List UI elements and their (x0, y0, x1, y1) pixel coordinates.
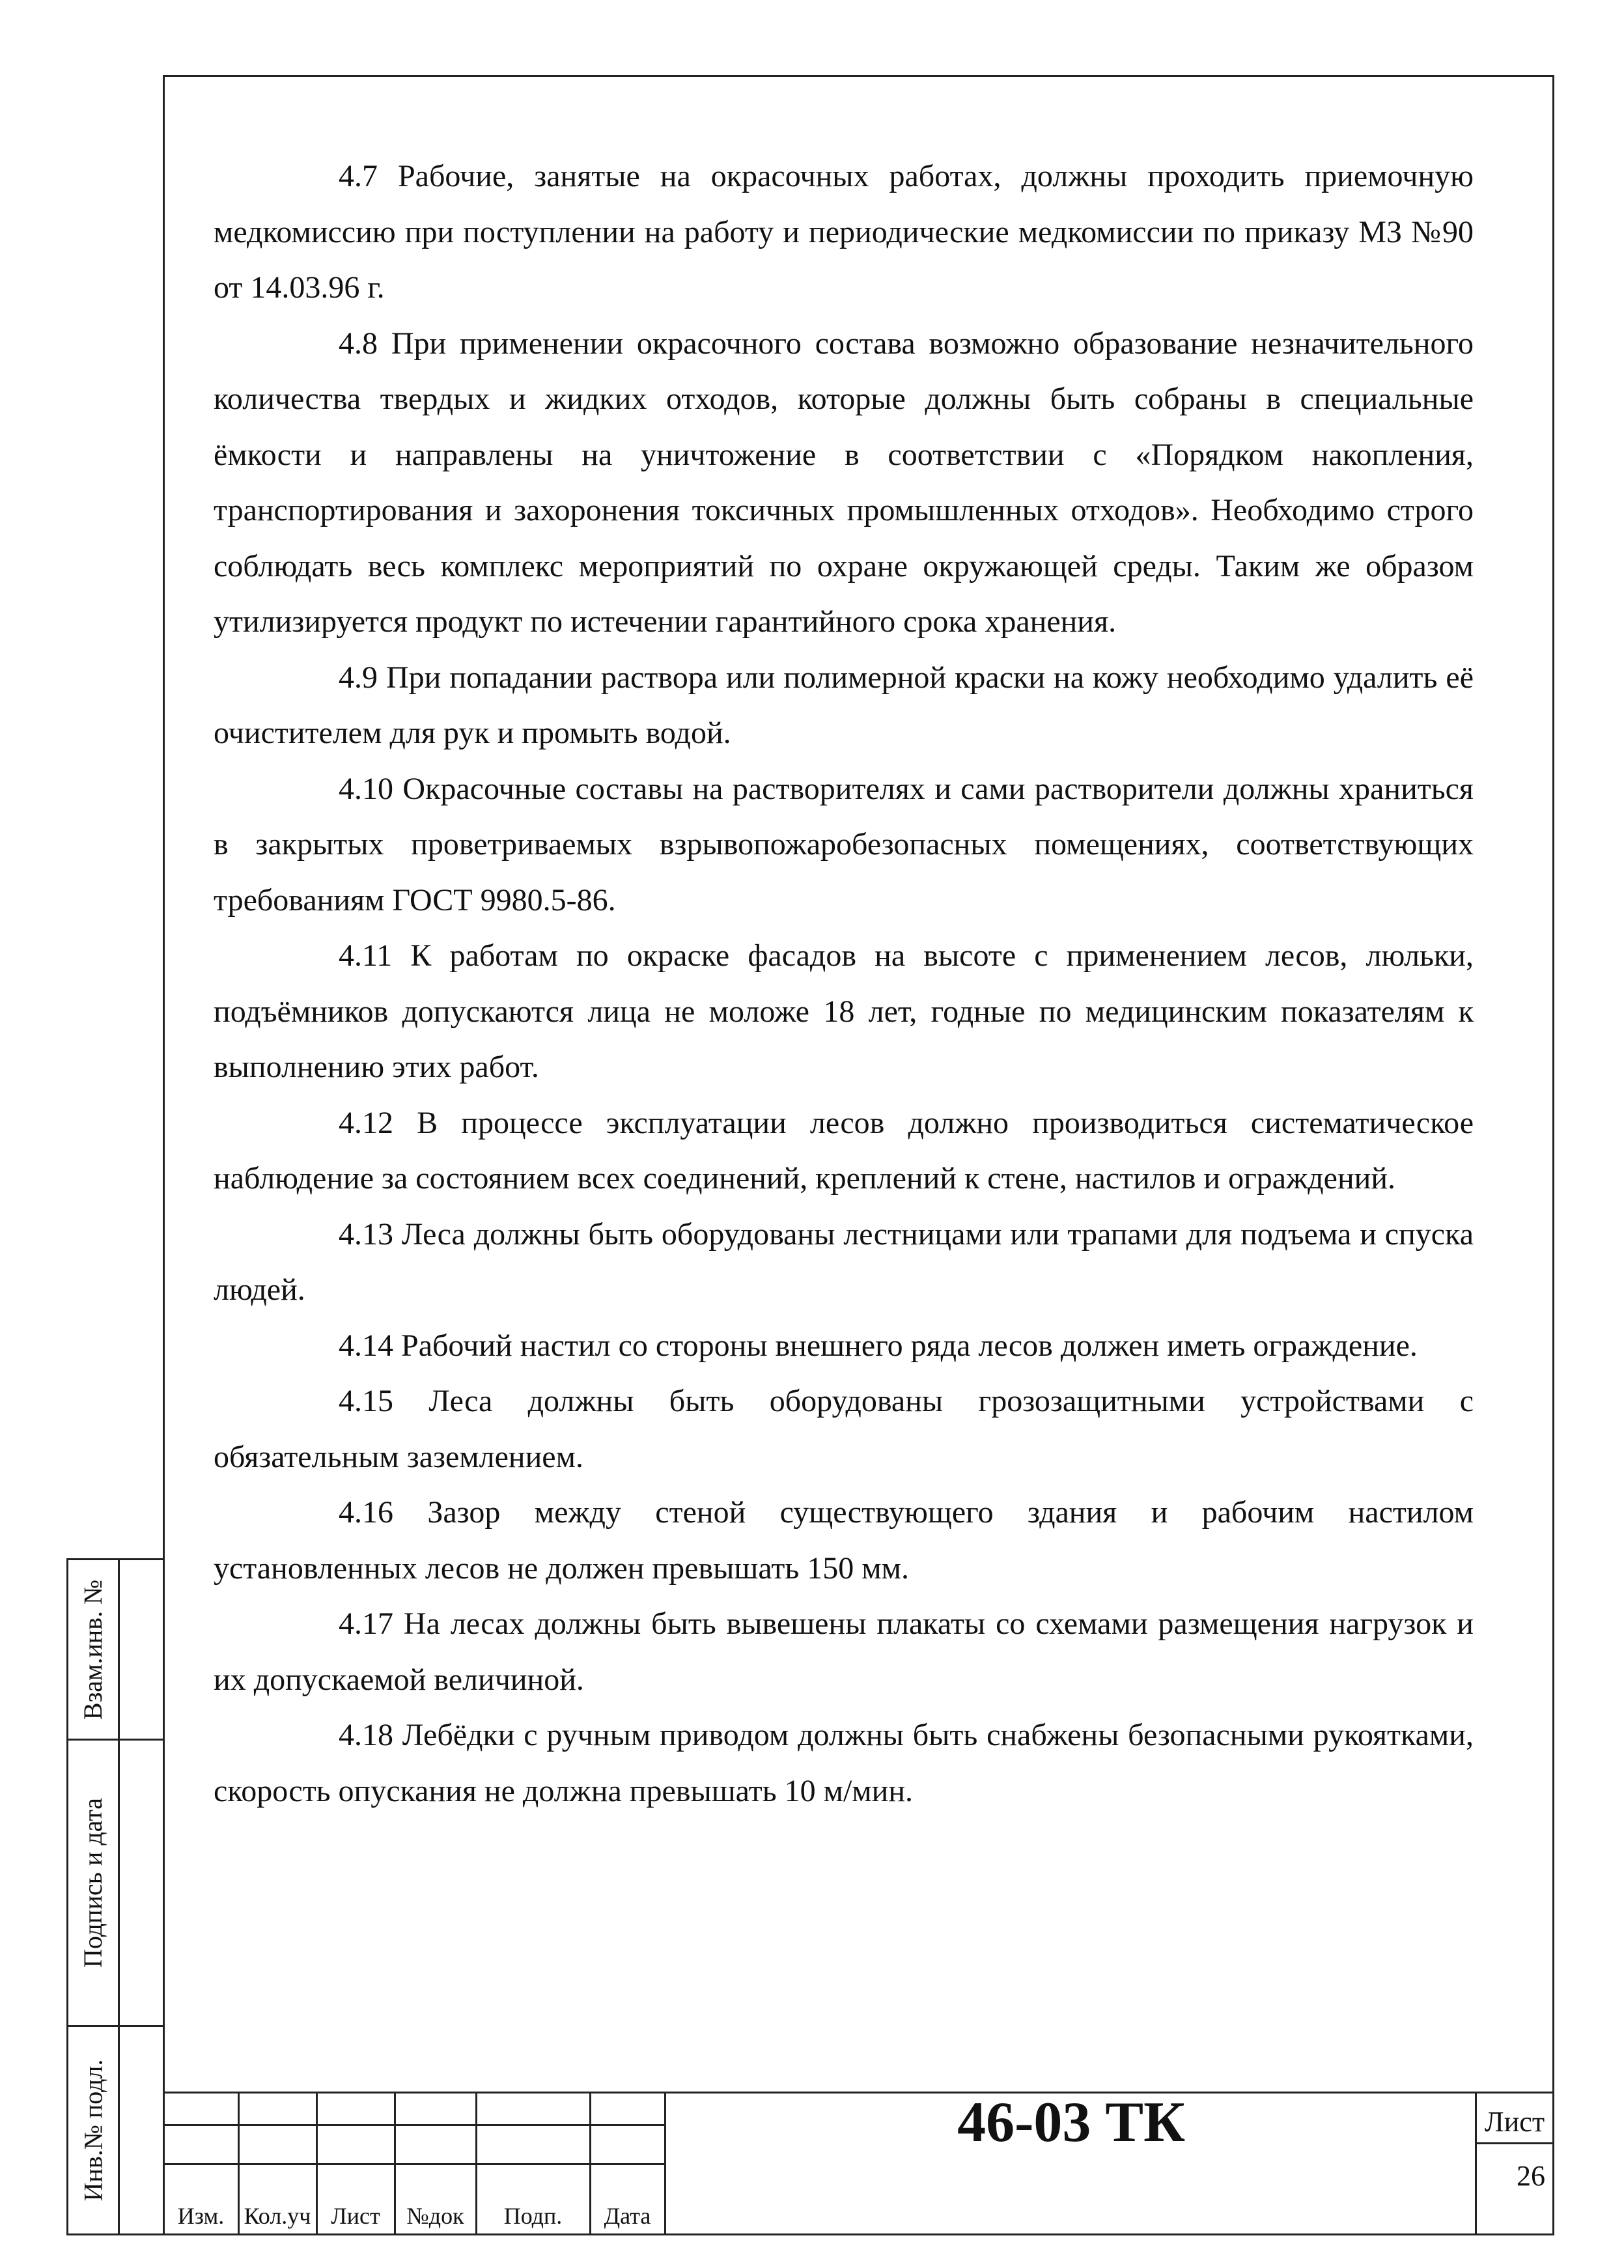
col-data: Дата (604, 2203, 651, 2229)
document-code: 46-03 ТК (957, 2091, 1185, 2154)
col-ndok: №док (406, 2203, 464, 2229)
paragraph-4-13: 4.13 Леса должны быть оборудованы лестницами или трапами для подъема и спуска людей. (214, 1216, 1474, 1307)
paragraph-4-8: 4.8 При применении окрасочного состава возможно образование незначительного количества твердых и жидких отходов, которые должны быть собраны в специальные ёмкости и направлены на уничтожение в соответствии с «Порядком накопления, транспортирования и захоронения токсичных промышленных отходов». Необходимо строго соблюдать весь комплекс мероприятий по охране окружающей среды. Таким же образом утилизируется продукт по истечении гарантийного срока хранения. (214, 326, 1474, 639)
sheet-number: 26 (1517, 2160, 1545, 2192)
paragraph-4-15: 4.15 Леса должны быть оборудованы грозозащитными устройствами с обязательным заземлением. (214, 1384, 1474, 1474)
paragraph-4-14: 4.14 Рабочий настил со стороны внешнего ряда лесов должен иметь ограждение. (339, 1328, 1418, 1363)
paragraph-4-12: 4.12 В процессе эксплуатации лесов должно производиться систематическое наблюдение за состоянием всех соединений, креплений к стене, настилов и ограждений. (214, 1105, 1474, 1196)
side-stamp-inv (66, 2025, 163, 2235)
document-body (214, 148, 1474, 1819)
paragraph-4-18: 4.18 Лебёдки с ручным приводом должны быть снабжены безопасными рукоятками, скорость опускания не должна превышать 10 м/мин. (214, 1718, 1474, 1808)
sheet-label: Лист (1484, 2106, 1545, 2138)
paragraph-4-11: 4.11 К работам по окраске фасадов на высоте с применением лесов, люльки, подъёмников допускаются лица не моложе 18 лет, годные по медицинским показателям к выполнению этих работ. (214, 938, 1474, 1084)
col-podp: Подп. (503, 2203, 563, 2229)
col-list: Лист (331, 2203, 380, 2229)
col-izm: Изм. (177, 2203, 225, 2229)
side-stamp-vzam (66, 1558, 163, 1741)
side-label-inv: Инв.№ подл. (78, 2059, 108, 2202)
paragraph-4-10: 4.10 Окрасочные составы на растворителях и сами растворители должны храниться в закрытых проветриваемых взрывопожаробезопасных помещениях, соответствующих требованиям ГОСТ 9980.5-86. (214, 771, 1474, 917)
col-kol-uch: Кол.уч (244, 2203, 311, 2229)
side-label-vzam: Взам.инв. № (78, 1579, 108, 1720)
paragraph-4-17: 4.17 На лесах должны быть вывешены плакаты со схемами размещения нагрузок и их допускаемой величиной. (214, 1606, 1474, 1697)
side-label-podpis: Подпись и дата (78, 1797, 108, 1968)
paragraph-4-16: 4.16 Зазор между стеной существующего здания и рабочим настилом установленных лесов не должен превышать 150 мм. (214, 1495, 1474, 1586)
side-stamp-podpis (66, 1739, 163, 2027)
paragraph-4-9: 4.9 При попадании раствора или полимерной краски на кожу необходимо удалить её очистителем для рук и промыть водой. (214, 660, 1474, 750)
paragraph-4-7: 4.7 Рабочие, занятые на окрасочных работах, должны проходить приемочную медкомиссию при поступлении на работу и периодические медкомиссии по приказу МЗ №90 от 14.03.96 г. (214, 159, 1474, 305)
